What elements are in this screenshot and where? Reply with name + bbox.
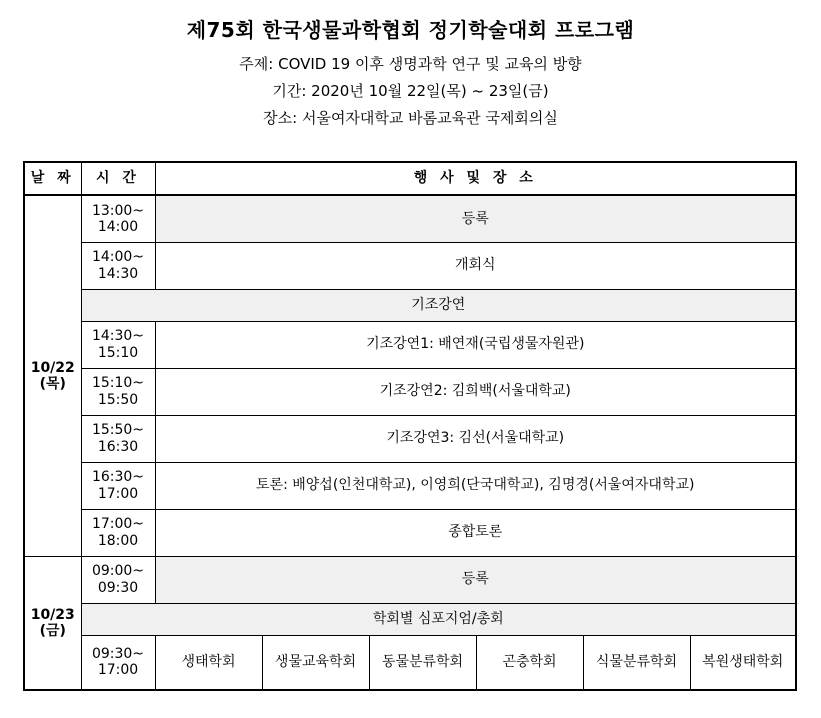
day2-date-cell: [24, 556, 81, 690]
time-end: 09:30: [97, 579, 139, 596]
time-end: 14:30: [97, 265, 139, 282]
time-cell: [81, 321, 155, 368]
table-row: [24, 321, 796, 368]
time-start: 09:30~: [91, 646, 145, 663]
society-plant-taxonomy: 식물분류학회: [583, 635, 690, 690]
document-title: 제75회 한국생물과학협회 정기학술대회 프로그램: [186, 18, 635, 42]
header-time: 시 간: [81, 162, 155, 195]
society-ecology: 생태학회: [155, 635, 262, 690]
event-cell: 종합토론: [155, 509, 796, 556]
society-entomology: 곤충학회: [476, 635, 583, 690]
time-start: 15:50~: [91, 422, 145, 439]
time-cell: [81, 509, 155, 556]
table-row: [24, 556, 796, 603]
time-start: 17:00~: [91, 516, 145, 533]
theme-line: 주제: COVID 19 이후 생명과학 연구 및 교육의 방향: [239, 55, 582, 73]
venue-line: 장소: 서울여자대학교 바롬교육관 국제회의실: [263, 109, 558, 127]
table-row: [24, 242, 796, 289]
time-cell: [81, 368, 155, 415]
society-restoration-ecology: 복원생태학회: [690, 635, 796, 690]
section-row: [24, 289, 796, 321]
time-end: 14:00: [97, 218, 139, 235]
time-start: 14:00~: [91, 249, 145, 266]
time-cell: [81, 242, 155, 289]
section-symposium: 학회별 심포지엄/총회: [81, 603, 796, 635]
time-start: 09:00~: [91, 563, 145, 580]
header-date: 날 짜: [24, 162, 81, 195]
event-cell: 토론: 배양섭(인천대학교), 이영희(단국대학교), 김명경(서울여자대학교): [155, 462, 796, 509]
table-row: [24, 462, 796, 509]
event-cell: 기조강연2: 김희백(서울대학교): [155, 368, 796, 415]
section-keynote: 기조강연: [81, 289, 796, 321]
time-start: 14:30~: [91, 328, 145, 345]
program-table: [23, 161, 797, 691]
time-start: 15:10~: [91, 375, 145, 392]
time-end: 15:50: [97, 391, 139, 408]
time-start: 13:00~: [91, 202, 145, 219]
section-row: [24, 603, 796, 635]
time-end: 16:30: [97, 438, 139, 455]
time-end: 15:10: [97, 344, 139, 361]
day2-weekday: (금): [39, 622, 66, 639]
time-cell: [81, 415, 155, 462]
table-row: [24, 635, 796, 690]
day1-date: 10/22: [30, 359, 75, 376]
table-row: [24, 368, 796, 415]
time-start: 16:30~: [91, 469, 145, 486]
society-biology-education: 생물교육학회: [262, 635, 369, 690]
header-event: 행 사 및 장 소: [155, 162, 796, 195]
event-cell: 등록: [155, 556, 796, 603]
time-cell: [81, 195, 155, 242]
event-cell: 기조강연3: 김선(서울대학교): [155, 415, 796, 462]
day1-date-cell: [24, 195, 81, 556]
time-end: 17:00: [97, 662, 139, 679]
day2-date: 10/23: [30, 606, 75, 623]
table-row: [24, 415, 796, 462]
table-row: [24, 509, 796, 556]
time-end: 17:00: [97, 485, 139, 502]
time-cell: [81, 635, 155, 690]
time-end: 18:00: [97, 532, 139, 549]
table-header-row: [24, 162, 796, 195]
period-line: 기간: 2020년 10월 22일(목) ~ 23일(금): [272, 82, 549, 100]
day1-weekday: (목): [39, 375, 66, 392]
table-row: [24, 195, 796, 242]
event-cell: 등록: [155, 195, 796, 242]
time-cell: [81, 462, 155, 509]
society-animal-systematics: 동물분류학회: [369, 635, 476, 690]
event-cell: 개회식: [155, 242, 796, 289]
time-cell: [81, 556, 155, 603]
event-cell: 기조강연1: 배연재(국립생물자원관): [155, 321, 796, 368]
